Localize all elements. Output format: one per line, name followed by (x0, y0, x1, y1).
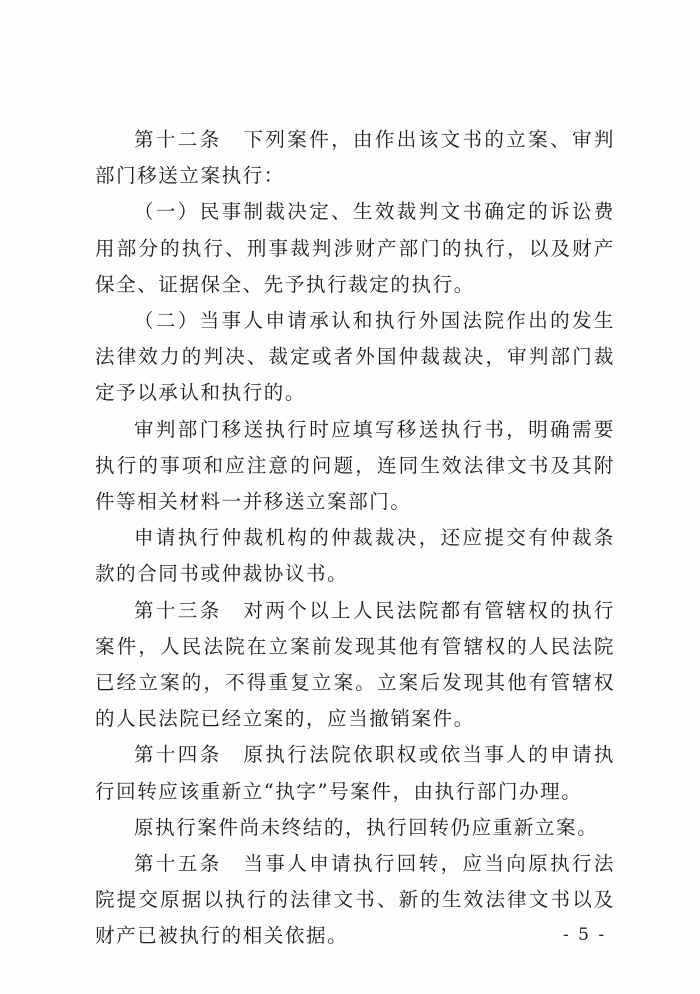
paragraph-article-12-item-1: （一）民事制裁决定、生效裁判文书确定的诉讼费用部分的执行、刑事裁判涉财产部门的执行，以及财产保全、证据保全、先予执行裁定的执行。 (95, 200, 615, 296)
paragraph-article-12: 第十二条 下列案件，由作出该文书的立案、审判部门移送立案执行： (95, 128, 615, 188)
paragraph-transfer-procedure: 审判部门移送执行时应填写移送执行书，明确需要执行的事项和应注意的问题，连同生效法律文书及其附件等相关材料一并移送立案部门。 (95, 417, 615, 514)
paragraph-article-14-supplement: 原执行案件尚未终结的，执行回转仍应重新立案。 (134, 815, 599, 839)
paragraph-arbitration-documents: 申请执行仲裁机构的仲裁裁决，还应提交有仲裁条款的合同书或仲裁协议书。 (95, 526, 615, 586)
document-body (95, 122, 615, 955)
paragraph-article-14: 第十四条 原执行法院依职权或依当事人的申请执行回转应该重新立“执字”号案件，由执行部门办理。 (95, 743, 615, 803)
paragraph-article-15: 第十五条 当事人申请执行回转，应当向原执行法院提交原据以执行的法律文书、新的生效法律文书以及财产已被执行的相关依据。 (95, 852, 615, 948)
paragraph-article-13: 第十三条 对两个以上人民法院都有管辖权的执行案件，人民法院在立案前发现其他有管辖权的人民法院已经立案的，不得重复立案。立案后发现其他有管辖权的人民法院已经立案的，应当撤销案件。 (95, 598, 615, 731)
paragraph-article-12-item-2: （二）当事人申请承认和执行外国法院作出的发生法律效力的判决、裁定或者外国仲裁裁决，审判部门裁定予以承认和执行的。 (95, 309, 615, 405)
page-number: - 5 - (563, 925, 607, 945)
